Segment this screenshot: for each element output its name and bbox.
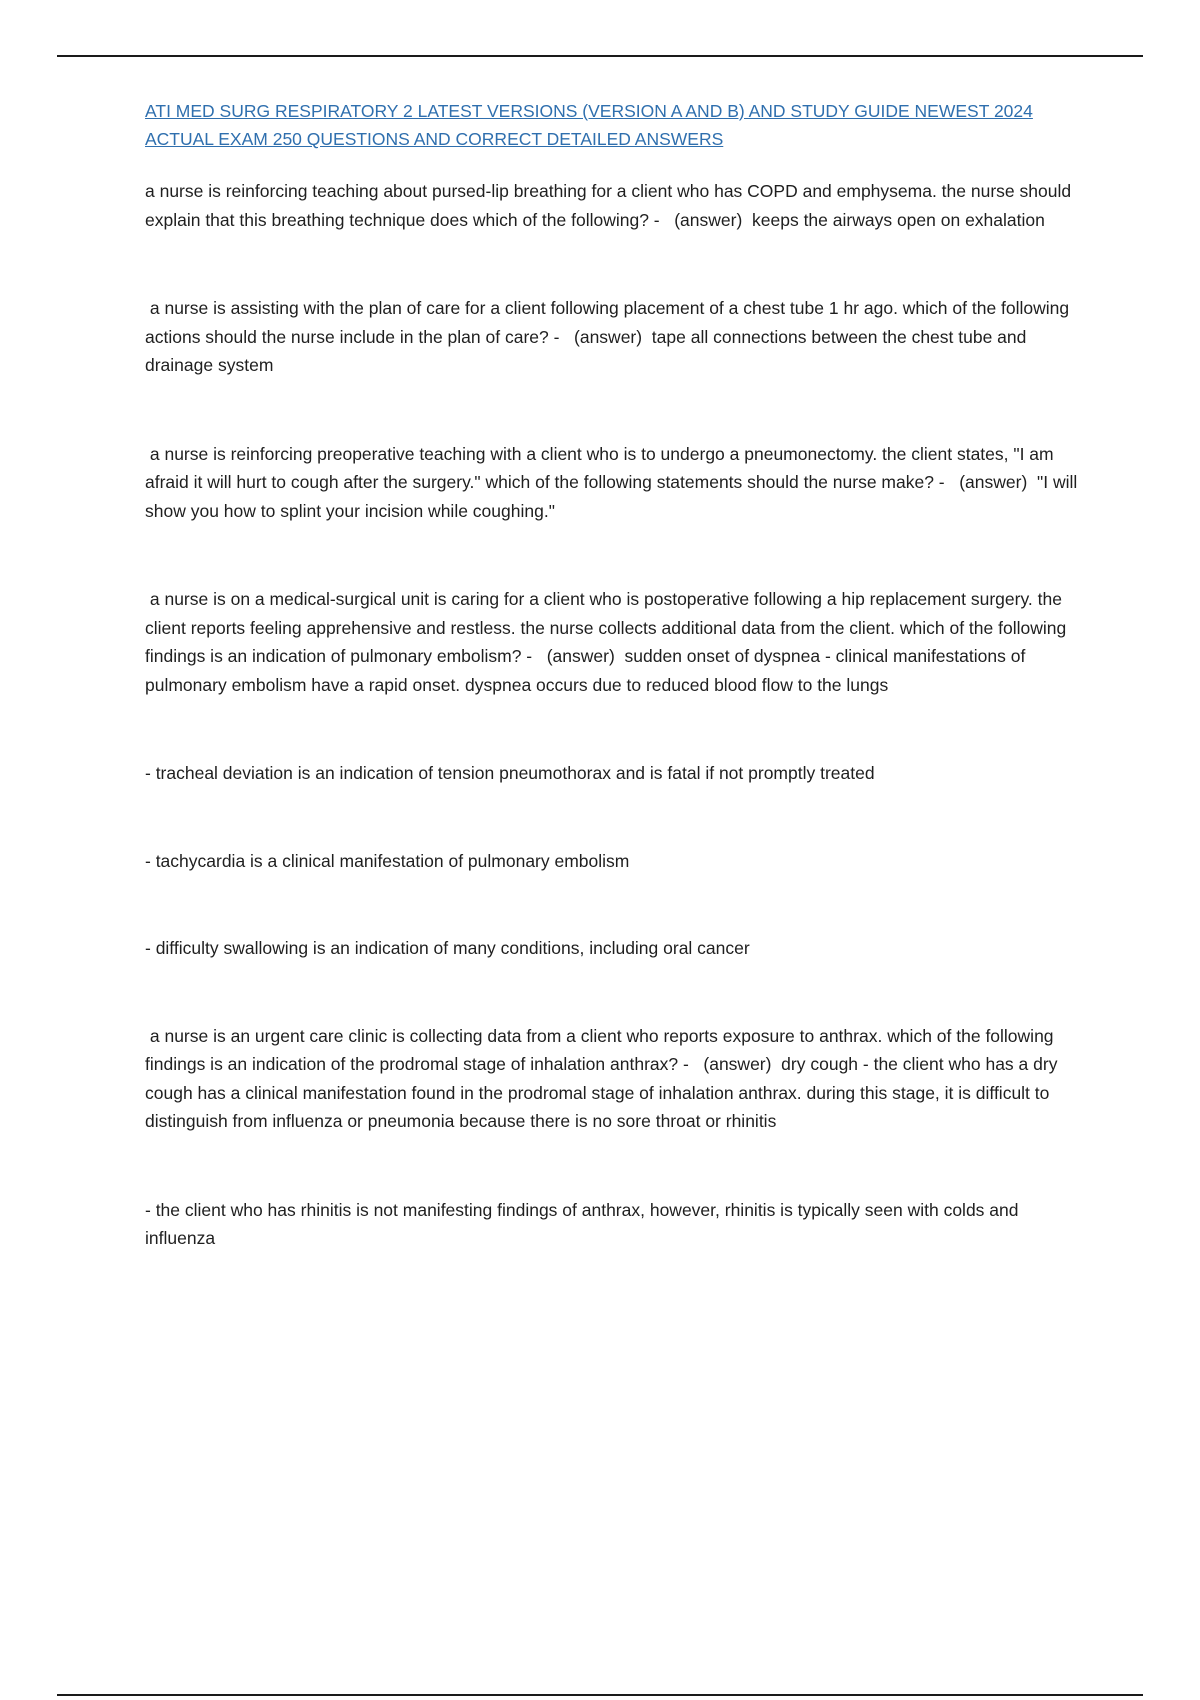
- rationale-tracheal-deviation: - tracheal deviation is an indication of tension pneumothorax and is fatal if not promptly treated: [145, 763, 875, 783]
- qa-paragraph-3: a nurse is reinforcing preoperative teaching with a client who is to undergo a pneumonectomy. the client states, "I am afraid it will hurt to cough after the surgery." which of the following statements should the nurse make? - (answer) "I will show you how to splint your incision while coughing.": [145, 443, 1083, 521]
- qa-paragraph-2: a nurse is assisting with the plan of care for a client following placement of a chest tube 1 hr ago. which of the following actions should the nurse include in the plan of care? - (answer) tape all connections between the chest tube and drainage system: [145, 298, 1075, 375]
- paragraph-gap: [145, 1136, 1090, 1196]
- paragraph-gap: [145, 525, 1090, 585]
- paragraph-gap: [145, 380, 1090, 440]
- top-rule: [57, 55, 1143, 57]
- rationale-rhinitis: - the client who has rhinitis is not manifesting findings of anthrax, however, rhinitis is typically seen with colds and influenza: [145, 1199, 1024, 1248]
- bottom-rule: [57, 1694, 1143, 1696]
- paragraph-gap: [145, 699, 1090, 759]
- paragraph-gap: [145, 234, 1090, 294]
- qa-paragraph-4: a nurse is on a medical-surgical unit is caring for a client who is postoperative following a hip replacement surgery. the client reports feeling apprehensive and restless. the nurse collects additional data from the client. which of the following findings is an indication of pulmonary embolism? - (answer) sudden onset of dyspnea - clinical manifestations of pulmonary embolism have a rapid onset. dyspnea occurs due to reduced blood flow to the lungs: [145, 589, 1072, 695]
- rationale-tachycardia: - tachycardia is a clinical manifestation of pulmonary embolism: [145, 850, 630, 871]
- qa-paragraph-1: a nurse is reinforcing teaching about pursed-lip breathing for a client who has COPD and emphysema. the nurse should explain that this breathing technique does which of the following? - (answer) keeps the airways open on exhalation: [145, 181, 1076, 230]
- rationale-difficulty-swallowing: - difficulty swallowing is an indication of many conditions, including oral cancer: [145, 938, 750, 958]
- qa-paragraph-5: a nurse is an urgent care clinic is collecting data from a client who reports exposure to anthrax. which of the following findings is an indication of the prodromal stage of inhalation anthrax? - (answer) dry cough - the client who has a dry cough has a clinical manifestation found in the prodromal stage of inhalation anthrax. during this stage, it is difficult to distinguish from influenza or pneumonia because there is no sore throat or rhinitis: [145, 1025, 1063, 1131]
- document-title-link[interactable]: ATI MED SURG RESPIRATORY 2 LATEST VERSIONS (VERSION A AND B) AND STUDY GUIDE NEWEST 2024 ACTUAL EXAM 250 QUESTIONS AND CORRECT DETAILED ANSWERS: [145, 101, 1033, 149]
- page-content: [145, 97, 1090, 1253]
- paragraph-gap: [145, 875, 1090, 934]
- paragraph-gap: [145, 788, 1090, 847]
- paragraph-gap: [145, 963, 1090, 1022]
